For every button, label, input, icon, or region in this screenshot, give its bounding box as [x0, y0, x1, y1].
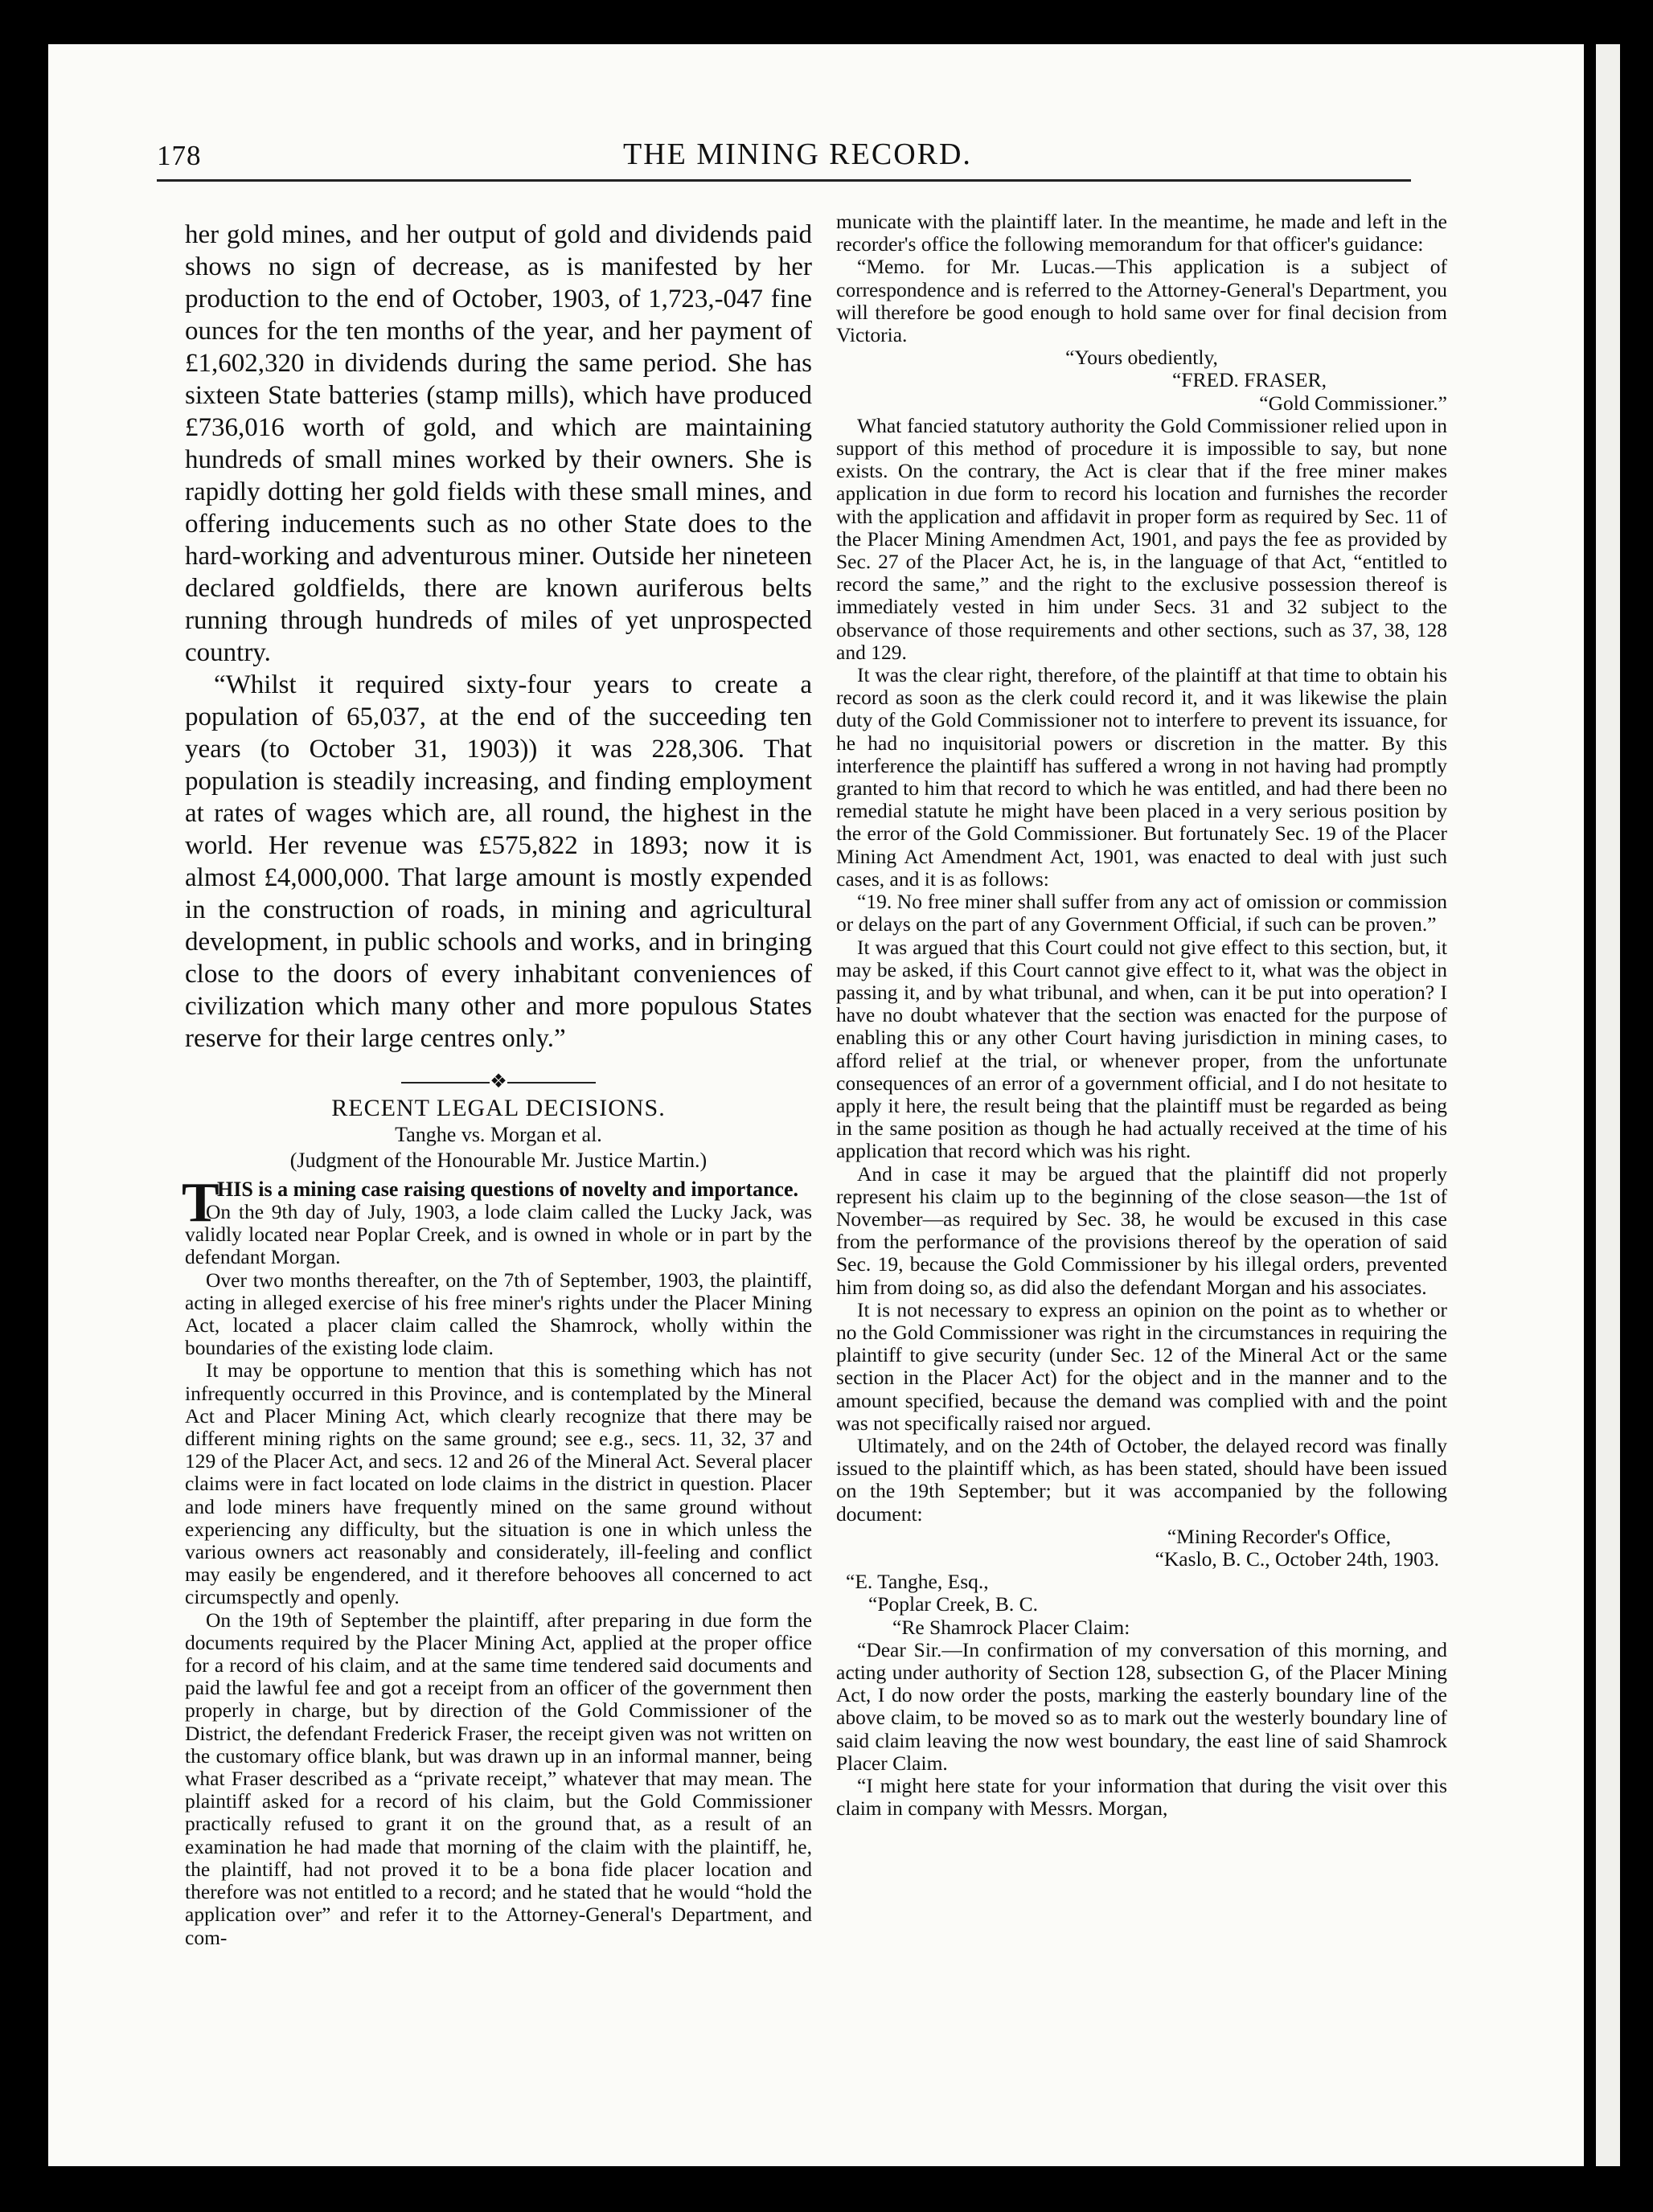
case-title: Tanghe vs. Morgan et al. [395, 1123, 602, 1146]
page-header [157, 129, 1411, 185]
paragraph-communicate: municate with the plaintiff later. In the meantime, he made and left in the recorder's office the following memorandum for that officer's guidance: [836, 210, 1447, 256]
paragraph-two-months: Over two months thereafter, on the 7th of September, 1903, the plaintiff, acting in alleged exercise of his free miner's rights under the Placer Mining Act, located a placer claim called the Shamrock, wholly within the boundaries of the existing lode claim. [185, 1268, 812, 1360]
paragraph-sec-19: “19. No free miner shall suffer from any act of omission or commission or delays on the part of any Government Official, if such can be proven.” [836, 890, 1447, 936]
paragraph-in-case: And in case it may be argued that the plaintiff did not properly represent his claim up to the beginning of the close season—the 1st of November—as required by Sec. 38, he would be excused in this case from the performance of the provisions thereof by the operation of said Sec. 19, because the Gold Commissioner by his illegal orders, prevented him from doing so, as did also the defendant Morgan and his associates. [836, 1161, 1447, 1299]
paragraph-ultimately: Ultimately, and on the 24th of October, the delayed record was finally issued to the plaintiff which, as has been stated, should have been issued on the 19th September; but it was accompanied by the following document: [836, 1433, 1447, 1526]
left-column [182, 219, 812, 1949]
page-number: 178 [157, 140, 202, 171]
facing-page-edge [1596, 44, 1620, 2166]
paragraph-19th-september: On the 19th of September the plaintiff, after preparing in due form the documents required by the Placer Mining Act, applied at the proper office for a record of his claim, and at the same time tendered said documents and paid the lawful fee and got a receipt from an officer of the government then properly in charge, but by direction of the Gold Commissioner of the District, the defendant Frederick Fraser, the receipt given was not written on the customary office blank, but was drawn up in an informal manner, being what Fraser described as a “private receipt,” whatever that may mean. The plaintiff asked for a record of his claim, but the Gold Commissioner practically refused to grant it on the ground that, as a result of an examination he had made that morning of the claim with the plaintiff, he, the plaintiff, had not proved it to be a bona fide placer location and therefore was not entitled to a record; and he stated that he would “hold the application over” and refer it to the Attorney-General's Department, and com- [185, 1608, 812, 1949]
judgment-line: (Judgment of the Honourable Mr. Justice Martin.) [289, 1149, 708, 1172]
paragraph-population: “Whilst it required sixty-four years to create a population of 65,037, at the end of the succeeding ten years (to October 31, 1903)) it was 228,306. That population is steadily increasing, and finding employment at rates of wages which are, all round, the highest in the world. Her revenue was £575,822 in 1893; now it is almost £4,000,000. That large amount is mostly expended in the construction of roads, in mining and agricultural development, in public schools and works, and in bringing close to the doors of every inhabitant conveniences of civilization which many other and more populous States reserve for their large centres only.” [185, 670, 812, 1053]
address-re: “Re Shamrock Placer Claim: [892, 1615, 1130, 1639]
paragraph-opportune: It may be opportune to mention that this is something which has not infrequently occurred in this Province, and is contemplated by the Mineral Act and Placer Mining Act, which clearly recognize that there may be different mining rights on the same ground; see e.g., secs. 11, 32, 37 and 129 of the Placer Act, and secs. 12 and 26 of the Mineral Act. Several placer claims were in fact located on lode claims in the district in question. Placer and lode miners have frequently mined on the same ground without experiencing any difficulty, but the situation is one in which unless the various owners act reasonably and considerately, ill-feeling and conflict may easily be engendered, and it therefore behooves all concerned to act circumspectly and openly. [185, 1358, 812, 1609]
paragraph-might-here: “I might here state for your information that during the visit over this claim in company with Messrs. Morgan, [836, 1774, 1447, 1821]
drop-cap: T [182, 1172, 219, 1234]
paragraph-fancied: What fancied statutory authority the Gold Commissioner relied upon in support of this method of procedure it is impossible to say, but none exists. On the contrary, the Act is clear that if the free miner makes application in due form to record his location and furnishes the recorder with the application and affidavit in proper form as required by Sec. 11 of the Placer Mining Amendmen Act, 1901, and pays the fee as provided by Sec. 27 of the Placer Act, he is, in the language of that Act, “entitled to record the same,” and the right to the exclusive possession thereof is immediately vested in him under Secs. 31 and 32 subject to the observance of those requirements and other sections, such as 37, 38, 128 and 129. [836, 413, 1447, 664]
address-place: “Poplar Creek, B. C. [868, 1592, 1039, 1616]
paragraph-not-necessary: It is not necessary to express an opinion on the point as to whether or no the Gold Commissioner was right in the circumstances in requiring the plaintiff to give security (under Sec. 12 of the Mineral Act or the same section in the Placer Act) for the object and in the manner and to the amount specified, because the demand was complied with and the point was not specifically raised nor argued. [836, 1297, 1447, 1435]
signoff-title: “Gold Commissioner.” [1259, 391, 1447, 415]
section-ornament: ❖ [185, 1072, 812, 1092]
opening-paragraph [182, 1172, 812, 1234]
paragraph-gold-output: her gold mines, and her output of gold and dividends paid shows no sign of decrease, as is manifested by her production to the end of October, 1903, of 1,723,-047 fine ounces for the ten months of the year, and her payment of £1,602,320 in dividends during the same period. She has sixteen State batteries (stamp mills), which have produced £736,016 worth of gold, and which are maintaining hundreds of small mines worked by their owners. She is rapidly dotting her gold fields with these small mines, and offering inducements such as no other State does to the hard-working and adventurous miner. Outside her nineteen declared goldfields, there are known auriferous belts running through hundreds of miles of yet unprospected country. [185, 220, 812, 667]
paragraph-dear-sir: “Dear Sir.—In confirmation of my conversation of this morning, and acting under authority of Section 128, subsection G, of the Placer Mining Act, I do now order the posts, marking the easterly boundary line of the above claim, to be moved so as to mark out the westerly boundary line of said claim leaving the now west boundary, the east line of said Shamrock Placer Claim. [836, 1637, 1447, 1775]
address-name: “E. Tanghe, Esq., [846, 1570, 989, 1594]
letter-date: “Kaslo, B. C., October 24th, 1903. [1155, 1546, 1439, 1571]
right-column [836, 211, 1447, 1820]
opening-text: HIS is a mining case raising questions of novelty and importance. [217, 1178, 799, 1201]
paragraph-lode-claim: On the 9th day of July, 1903, a lode claim called the Lucky Jack, was validly located near Poplar Creek, and is owned in whole or in part by the defendant Morgan. [185, 1200, 812, 1269]
paragraph-memo: “Memo. for Mr. Lucas.—This application is a subject of correspondence and is referred to the Attorney-General's Department, you will therefore be good enough to hold same over for final decision from Victoria. [836, 255, 1447, 347]
paragraph-argued: It was argued that this Court could not give effect to this section, but, it may be asked, if this Court cannot give effect to it, what was the object in passing it, and by what tribunal, and when, can it be put into operation? I have no doubt whatever that the section was enacted for the purpose of enabling this or any other Court having jurisdiction in mining cases, to afford relief at the trial, or whenever proper, from the unfortunate consequences of an error of a government official, and I do not hesitate to apply it here, the result being that the plaintiff must be regarded as being in the same position as though he had actually received at the time of his application that record which was his right. [836, 935, 1447, 1163]
letter-office: “Mining Recorder's Office, [1167, 1524, 1391, 1548]
section-heading: RECENT LEGAL DECISIONS. [331, 1095, 666, 1121]
header-rule [157, 179, 1411, 182]
running-title: THE MINING RECORD. [623, 137, 972, 171]
signoff-name: “FRED. FRASER, [1172, 368, 1327, 392]
signoff-yours: “Yours obediently, [1065, 346, 1218, 370]
paragraph-clear-right: It was the clear right, therefore, of the plaintiff at that time to obtain his record as soon as the clerk could record it, and it was likewise the plain duty of the Gold Commissioner not to interfere to prevent its issuance, for he had no inquisitorial powers or discretion in the matter. By this interference the plaintiff has suffered a wrong in not having had promptly granted to him that record to which he was entitled, and had there been no remedial statute he might have been placed in a very serious position by the error of the Gold Commissioner. But fortunately Sec. 19 of the Placer Mining Act Amendment Act, 1901, was enacted to deal with just such cases, and it is as follows: [836, 663, 1447, 891]
